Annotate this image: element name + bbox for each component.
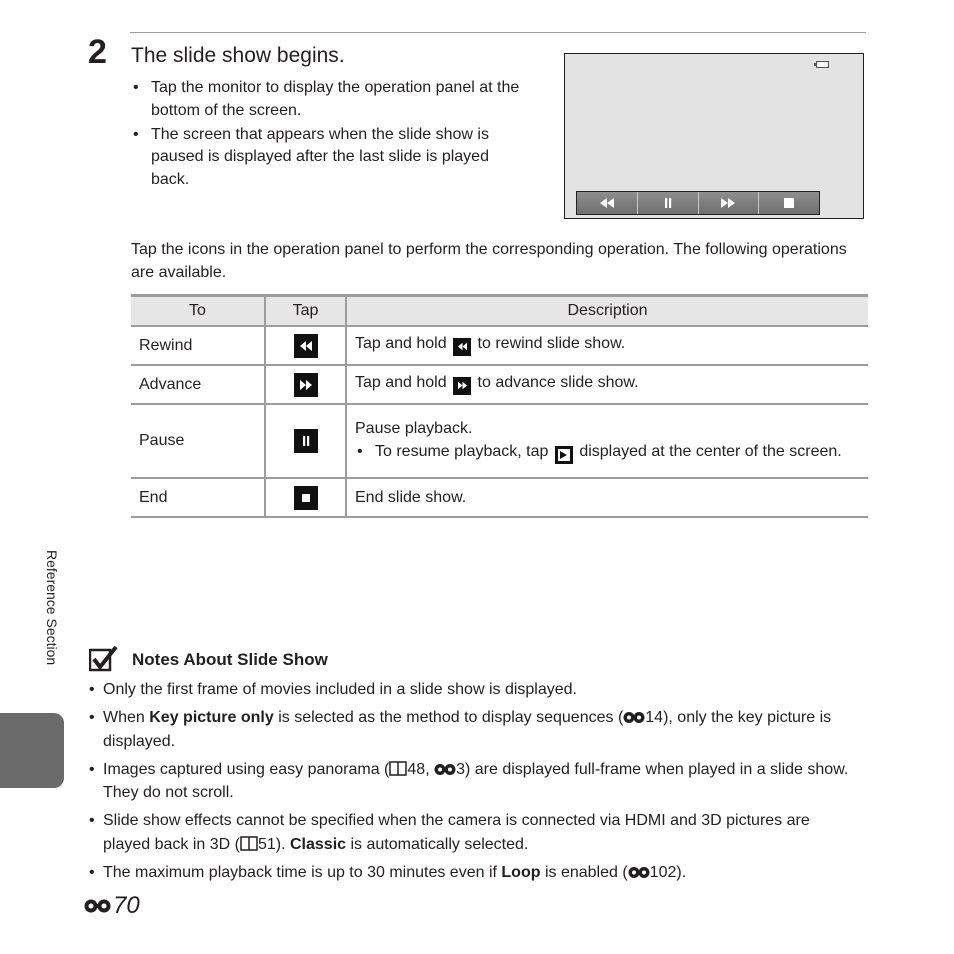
row-label: Pause <box>131 404 265 478</box>
step-bullet: • The screen that appears when the slide show is paused is displayed after the last slide is played back. <box>131 124 526 192</box>
reference-e-icon <box>628 866 650 879</box>
reference-e-icon <box>84 897 111 915</box>
top-rule <box>130 32 866 33</box>
play-icon <box>555 446 573 464</box>
note-item: • Only the first frame of movies included in a slide show is displayed. <box>89 678 859 702</box>
table-row <box>131 326 868 365</box>
page-number: 70 <box>84 891 140 921</box>
reference-book-icon <box>389 761 407 776</box>
notes-list <box>89 678 859 889</box>
note-item: • Slide show effects cannot be specified when the camera is connected via HDMI and 3D pictures are played back in 3D ( 51). Classic is automatically selected. <box>89 809 859 856</box>
camera-monitor-illustration <box>564 53 864 219</box>
note-item: • Images captured using easy panorama ( 48, 3) are displayed full-frame when played in a slide show. They do not scroll. <box>89 758 859 805</box>
row-label: Rewind <box>131 326 265 365</box>
operations-table <box>131 294 868 518</box>
note-item: • When Key picture only is selected as the method to display sequences ( 14), only the key picture is displayed. <box>89 706 859 753</box>
step-number: 2 <box>88 33 107 71</box>
operation-panel <box>576 191 820 215</box>
reference-book-icon <box>240 836 258 851</box>
advance-icon[interactable] <box>699 192 760 214</box>
rewind-icon[interactable] <box>577 192 638 214</box>
stop-icon <box>294 486 318 510</box>
battery-icon <box>816 61 829 68</box>
advance-icon <box>453 377 471 395</box>
note-item: • The maximum playback time is up to 30 minutes even if Loop is enabled ( 102). <box>89 861 859 885</box>
table-row <box>131 365 868 404</box>
step-title: The slide show begins. <box>131 44 345 67</box>
row-description: Tap and hold to rewind slide show. <box>346 326 868 365</box>
pause-icon <box>294 429 318 453</box>
reference-e-icon <box>623 711 645 724</box>
row-label: Advance <box>131 365 265 404</box>
section-side-label: Reference Section <box>44 550 60 666</box>
row-description: Pause playback. • To resume playback, tap displayed at the center of the screen. <box>346 404 868 478</box>
step-bullet: • Tap the monitor to display the operation panel at the bottom of the screen. <box>131 77 526 122</box>
header-to: To <box>131 296 265 327</box>
section-tab <box>0 713 64 788</box>
rewind-icon <box>453 338 471 356</box>
header-description: Description <box>346 296 868 327</box>
row-label: End <box>131 478 265 517</box>
row-description: End slide show. <box>346 478 868 517</box>
rewind-icon <box>294 334 318 358</box>
header-tap: Tap <box>265 296 346 327</box>
table-row <box>131 404 868 478</box>
notes-title: Notes About Slide Show <box>132 650 328 669</box>
reference-e-icon <box>434 763 456 776</box>
stop-icon[interactable] <box>759 192 819 214</box>
table-row <box>131 478 868 517</box>
advance-icon <box>294 373 318 397</box>
row-description: Tap and hold to advance slide show. <box>346 365 868 404</box>
step-bullets <box>131 77 526 193</box>
pause-icon[interactable] <box>638 192 699 214</box>
intro-paragraph: Tap the icons in the operation panel to perform the corresponding operation. The following operations are available. <box>131 241 847 281</box>
note-check-icon <box>89 645 119 673</box>
